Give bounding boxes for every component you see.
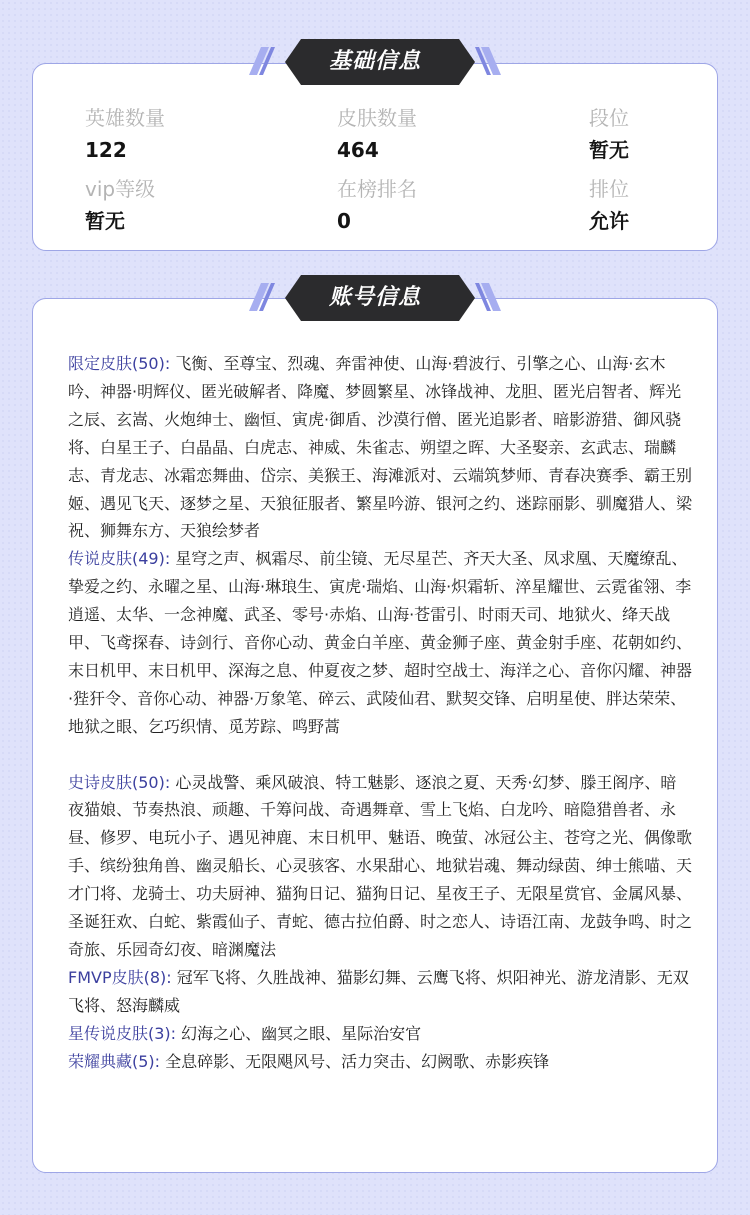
skin-category-limited — [68, 350, 692, 545]
category-items: 心灵战警、乘风破浪、特工魅影、逐浪之夏、天秀·幻梦、滕王阁序、暗夜猫娘、节奏热浪、顽趣、千筹问战、奇遇舞章、雪上飞焰、白龙吟、暗隐猎兽者、永昼、修罗、电玩小子、遇见神鹿、末日机甲、魅语、晚萤、冰冠公主、苍穹之光、偶像歌手、缤纷独角兽、幽灵船长、心灵骇客、水果甜心、地狱岩魂、舞动绿茵、绅士熊喵、天才门将、龙骑士、功夫厨神、猫狗日记、猫狗日记、星夜王子、无限星赏官、金属风暴、圣诞狂欢、白蛇、紫霞仙子、青蛇、德古拉伯爵、时之恋人、诗语江南、龙鼓争鸣、时之奇旅、乐园奇幻夜、暗渊魔法 — [68, 772, 693, 960]
category-name: FMVP皮肤(8): — [68, 967, 172, 987]
stat-ranked-allowed — [589, 177, 629, 233]
category-items: 冠军飞将、久胜战神、猫影幻舞、云鹰飞将、炽阳神光、游龙清影、无双飞将、怒海麟威 — [68, 967, 689, 1015]
stat-vip-level — [85, 177, 155, 233]
stat-skin-count — [337, 106, 417, 162]
stat-label: 英雄数量 — [85, 106, 165, 130]
stat-label: 皮肤数量 — [337, 106, 417, 130]
skin-category-epic — [68, 769, 692, 964]
category-name: 星传说皮肤(3): — [68, 1023, 177, 1043]
category-name: 荣耀典藏(5): — [68, 1051, 161, 1071]
stat-value: 暂无 — [85, 209, 125, 233]
stat-value: 464 — [337, 138, 379, 162]
basic-info-header — [245, 37, 505, 87]
skin-list — [68, 350, 692, 1076]
stat-label: 在榜排名 — [337, 177, 417, 201]
category-items: 星穹之声、枫霜尽、前尘镜、无尽星芒、齐天大圣、凤求凰、天魔缭乱、挚爱之约、永曜之星、山海·琳琅生、寅虎·瑞焰、山海·炽霜斩、淬星耀世、云霓雀翎、李逍遥、太华、一念神魔、武圣、零号·赤焰、山海·苍雷引、时雨天司、地狱火、绛天战甲、飞鸢探春、诗剑行、音你心动、黄金白羊座、黄金狮子座、黄金射手座、花朝如约、末日机甲、末日机甲、深海之息、仲夏夜之梦、超时空战士、海洋之心、音你闪耀、神器·狴犴令、音你心动、神器·万象笔、碎云、武陵仙君、默契交锋、启明星使、胖达荣荣、地狱之眼、乞巧织情、觅芳踪、鸣野蒿 — [68, 549, 693, 736]
category-items: 飞衡、至尊宝、烈魂、奔雷神使、山海·碧波行、引擎之心、山海·玄木吟、神器·明辉仪、匿光破解者、降魔、梦圆繁星、冰锋战神、龙胆、匿光启智者、辉光之辰、玄嵩、火炮绅士、幽恒、寅虎·御盾、沙漠行僧、匿光追影者、暗影游猎、御风骁将、白星王子、白晶晶、白虎志、神威、朱雀志、朔望之晖、大圣娶亲、玄武志、瑞麟志、青龙志、冰霜恋舞曲、岱宗、美猴王、海滩派对、云端筑梦师、青春决赛季、霸王别姬、遇见飞天、逐梦之星、天狼征服者、繁星吟游、银河之约、迷踪丽影、驯魔猎人、梁祝、狮舞东方、天狼绘梦者 — [68, 354, 693, 541]
stat-value: 允许 — [589, 209, 629, 233]
stat-label: 段位 — [589, 106, 629, 130]
stat-hero-count — [85, 106, 165, 162]
skin-category-glory-collection — [68, 1048, 692, 1076]
category-name: 限定皮肤(50): — [68, 354, 171, 373]
category-name: 史诗皮肤(50): — [68, 772, 171, 792]
stat-value: 122 — [85, 138, 127, 162]
category-items: 全息碎影、无限飓风号、活力突击、幻阙歌、赤影疾锋 — [165, 1051, 550, 1071]
account-info-header — [245, 273, 505, 323]
skin-category-star-legend — [68, 1020, 692, 1048]
category-name: 传说皮肤(49): — [68, 549, 171, 569]
stat-label: 排位 — [589, 177, 629, 201]
section-title: 账号信息 — [328, 285, 421, 310]
stat-value: 0 — [337, 209, 351, 233]
stat-rank-tier — [589, 106, 629, 162]
category-items: 幻海之心、幽冥之眼、星际治安官 — [181, 1023, 422, 1043]
stat-leaderboard-rank — [337, 177, 417, 233]
section-title: 基础信息 — [328, 49, 421, 74]
stat-label: vip等级 — [85, 177, 156, 201]
stat-value: 暂无 — [589, 138, 629, 162]
skin-category-legend — [68, 545, 692, 740]
spacer — [68, 741, 692, 769]
skin-category-fmvp — [68, 964, 692, 1020]
